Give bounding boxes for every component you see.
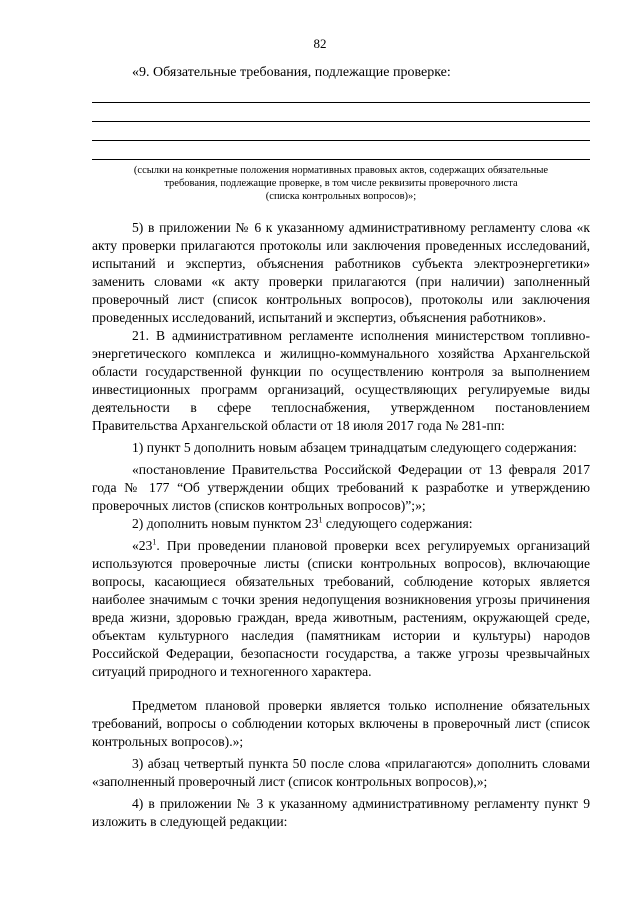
blank-line-4: [92, 141, 590, 160]
section-heading: «9. Обязательные требования, подлежащие проверке:: [132, 65, 451, 80]
clause-23-text: . При проведении плановой проверки всех регулируемых организаций используются проверочные листы (списки контрольных вопросов), включающие вопросы, касающиеся обязательных требований, соблюдение которых является наиболее значимым с точки зрения недопущения возникновения угрозы причинения вреда жизни, здоровью граждан, вреда животным, растениям, окружающей среде, объектам культурного наследия (памятникам истории и культуры) народов Российской Федерации, безопасности государства, а также угрозы чрезвычайных ситуаций природного и техногенного характера.: [92, 538, 590, 679]
paragraph-inspection-subject: Предметом плановой проверки является только исполнение обязательных требований, вопросы о соблюдении которых включены в проверочный лист (список контрольных вопросов).»;: [92, 698, 590, 749]
paragraph-item-4: 4) в приложении № 3 к указанному административному регламенту пункт 9 изложить в следующей редакции:: [92, 796, 590, 829]
blank-line-2: [92, 103, 590, 122]
clause-23-superscript: 1: [152, 537, 157, 547]
paragraph-item-3: 3) абзац четвертый пункта 50 после слова «прилагаются» дополнить словами «заполненный проверочный лист (список контрольных вопросов),»;: [92, 756, 590, 789]
paragraph-item-5: 5) в приложении № 6 к указанному административному регламенту слова «к акту проверки прилагаются протоколы или заключения проведенных исследований, испытаний и экспертиз, объяснения работников субъекта электроэнергетики» заменить словами «к акту проверки прилагаются (при наличии) заполненный проверочный лист (список контрольных вопросов), протоколы или заключения проведенных исследований, испытаний и экспертиз, объяснения работников».: [92, 220, 590, 325]
blank-line-3: [92, 122, 590, 141]
paragraph-clause-21: 21. В административном регламенте исполнения министерством топливно-энергетического комплекса и жилищно-коммунального хозяйства Архангельской области государственной функции по осуществлению контроля за выполнением инвестиционных программ организаций, осуществляющих регулируемые виды деятельности в сфере теплоснабжения, утвержденном постановлением Правительства Архангельской области от 18 июля 2017 года № 281-пп:: [92, 328, 590, 433]
item-2-superscript: 1: [318, 515, 323, 525]
paragraph-item-1-quote: «постановление Правительства Российской Федерации от 13 февраля 2017 года № 177 “Об утверждении общих требований к разработке и утверждению проверочных листов (списков контрольных вопросов)”;»;: [92, 462, 590, 513]
item-2-text-end: следующего содержания:: [322, 516, 473, 531]
page-number: 82: [313, 36, 327, 51]
paragraph-clause-23-1: [92, 537, 590, 681]
footnote-line-3: (списка контрольных вопросов)»;: [265, 191, 417, 202]
item-2-text: 2) дополнить новым пунктом 23: [132, 516, 319, 531]
paragraph-item-2: [92, 515, 590, 533]
paragraph-item-1: 1) пункт 5 дополнить новым абзацем тринадцатым следующего содержания:: [132, 440, 577, 455]
footnote-line-1: (ссылки на конкретные положения нормативных правовых актов, содержащих обязательные: [133, 165, 549, 176]
footnote: [92, 164, 590, 203]
blank-line-1: [92, 84, 590, 103]
clause-23-start: «23: [132, 538, 153, 553]
footnote-line-2: требования, подлежащие проверке, в том числе реквизиты проверочного листа: [164, 178, 518, 189]
document-body: [92, 64, 590, 831]
